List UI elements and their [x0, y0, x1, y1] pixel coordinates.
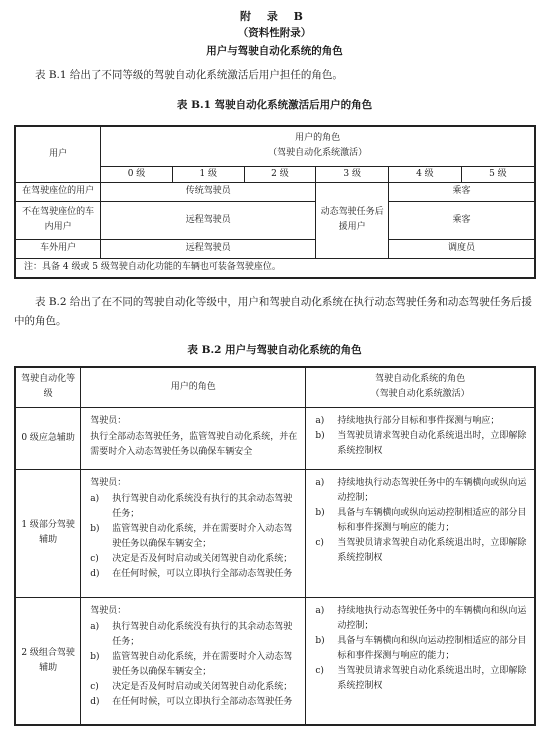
user-role-cell: 驾驶员： a) 执行驾驶自动化系统没有执行的其余动态驾驶任务； b) 监管驾驶自动化系统，并在需要时介入动态驾驶任务以确保车辆安全； c) 决定是否及何时启动或关闭驾驶自动化系统； d) 在任何时候，可以立即执行全部动态驾驶任务: [81, 469, 306, 597]
system-role-cell: a) 持续地执行动态驾驶任务中的车辆横向和纵向运动控制； b) 具备与车辆横向和纵向运动控制相适应的部分目标和事件探测与响应的能力； c) 当驾驶员请求驾驶自动化系统退出时，立即解除系统控制权: [306, 597, 535, 725]
appendix-title: 附 录 B: [240, 10, 309, 23]
row-high: 乘客: [389, 201, 535, 239]
head-user: 用户: [15, 126, 101, 182]
takeover-user: 动态驾驶任务后援用户: [316, 182, 389, 258]
head-level: 驾驶自动化等级: [15, 367, 81, 407]
system-role-cell: a) 持续地执行部分目标和事件探测与响应； b) 当驾驶员请求驾驶自动化系统退出时，立即解除系统控制权: [306, 407, 535, 469]
user-role-cell: 驾驶员： 执行全部动态驾驶任务，监管驾驶自动化系统，并在需要时介入动态驾驶任务以确保车辆安全: [81, 407, 306, 469]
row-high: 调度员: [389, 239, 535, 258]
table-b1: [14, 125, 536, 279]
level-cell: 2 级组合驾驶辅助: [15, 597, 81, 725]
table-row: [15, 469, 535, 597]
level-cell: 0 级应急辅助: [15, 407, 81, 469]
system-role-cell: a) 持续地执行动态驾驶任务中的车辆横向或纵向运动控制； b) 具备与车辆横向或纵向运动控制相适应的部分目标和事件探测与响应的能力； c) 当驾驶员请求驾驶自动化系统退出时，立即解除系统控制权: [306, 469, 535, 597]
appendix-heading: 用户与驾驶自动化系统的角色: [206, 45, 343, 57]
table-b2-caption: 表 B.2 用户与驾驶自动化系统的角色: [187, 344, 362, 356]
level-4: 4 级: [389, 166, 462, 182]
table-row: [15, 597, 535, 725]
table-b1-note: 注：具备 4 级或 5 级驾驶自动化功能的车辆也可装备驾驶座位。: [15, 258, 535, 278]
user-role-cell: 驾驶员： a) 执行驾驶自动化系统没有执行的其余动态驾驶任务； b) 监管驾驶自动化系统，并在需要时介入动态驾驶任务以确保车辆安全； c) 决定是否及何时启动或关闭驾驶自动化系统； d) 在任何时候，可以立即执行全部动态驾驶任务: [81, 597, 306, 725]
table-b1-caption: 表 B.1 驾驶自动化系统激活后用户的角色: [176, 99, 373, 111]
appendix-type: （资料性附录）: [237, 27, 312, 39]
level-5: 5 级: [461, 166, 535, 182]
intro-b2: 表 B.2 给出了在不同的驾驶自动化等级中，用户和驾驶自动化系统在执行动态驾驶任务和动态驾驶任务后援中的角色。: [14, 296, 532, 327]
row-user: 车外用户: [15, 239, 101, 258]
table-b2: [14, 366, 536, 726]
row-user: 在驾驶座位的用户: [15, 182, 101, 201]
row-low: 远程驾驶员: [101, 201, 316, 239]
row-high: 乘客: [389, 182, 535, 201]
row-user: 不在驾驶座位的车内用户: [15, 201, 101, 239]
row-low: 传统驾驶员: [101, 182, 316, 201]
level-1: 1 级: [172, 166, 244, 182]
level-3: 3 级: [316, 166, 389, 182]
row-low: 远程驾驶员: [101, 239, 316, 258]
head-system-role: 驾驶自动化系统的角色 （驾驶自动化系统激活）: [306, 367, 535, 407]
table-row: [15, 407, 535, 469]
level-cell: 1 级部分驾驶辅助: [15, 469, 81, 597]
level-0: 0 级: [101, 166, 173, 182]
head-role: 用户的角色 （驾驶自动化系统激活）: [101, 126, 535, 166]
level-2: 2 级: [244, 166, 316, 182]
intro-b1: 表 B.1 给出了不同等级的驾驶自动化系统激活后用户担任的角色。: [35, 69, 343, 81]
head-user-role: 用户的角色: [81, 367, 306, 407]
